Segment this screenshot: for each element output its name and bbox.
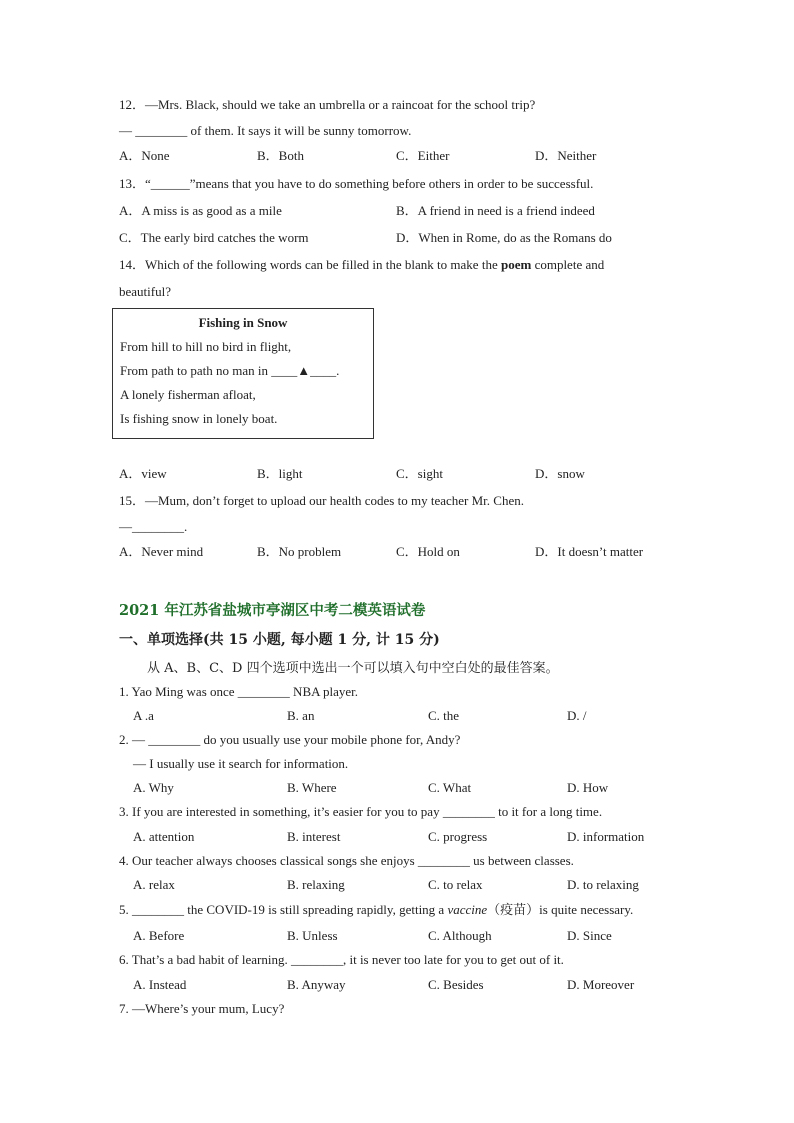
- q14-stem-line2: beautiful?: [119, 284, 171, 299]
- q13-option-b: B．A friend in need is a friend indeed: [396, 203, 595, 218]
- question-5-option-d: D. Since: [567, 928, 612, 943]
- q13-option-c: C．The early bird catches the worm: [119, 230, 309, 245]
- q15-option-b: B．No problem: [257, 544, 342, 559]
- question-2-option-a: A. Why: [133, 780, 174, 795]
- q14-stem-after: complete and: [531, 257, 605, 272]
- q12-stem: 12．—Mrs. Black, should we take an umbrella or a raincoat for the school trip?: [119, 97, 536, 112]
- question-5-option-b: B. Unless: [287, 928, 338, 943]
- question-6-stem: 6. That’s a bad habit of learning. ________, it is never too late for you to get out of it.: [119, 952, 564, 967]
- q15-reply: —________.: [119, 519, 188, 534]
- question-1-option-c: C. the: [428, 708, 460, 723]
- question-2-reply: — I usually use it search for information.: [133, 756, 349, 771]
- question-5-stem-italic: vaccine: [447, 902, 488, 917]
- question-4-stem: 4. Our teacher always chooses classical songs she enjoys ________ us between classes.: [119, 853, 574, 868]
- question-2-stem: 2. — ________ do you usually use your mobile phone for, Andy?: [119, 732, 461, 747]
- poem-title: Fishing in Snow: [198, 315, 288, 330]
- question-3-option-b: B. interest: [287, 829, 341, 844]
- poem-box: [112, 308, 374, 439]
- question-6-option-c: C. Besides: [428, 977, 484, 992]
- question-5-option-c: C. Although: [428, 928, 492, 943]
- q14-stem-before: 14．Which of the following words can be filled in the blank to make the: [119, 257, 501, 272]
- q14-stem-bold: poem: [500, 257, 532, 272]
- q12-reply: — ________ of them. It says it will be sunny tomorrow.: [119, 123, 412, 138]
- question-2-option-c: C. What: [428, 780, 472, 795]
- q13-option-d: D．When in Rome, do as the Romans do: [396, 230, 612, 245]
- q12-option-b: B．Both: [257, 148, 304, 163]
- question-1-stem: 1. Yao Ming was once ________ NBA player.: [119, 684, 359, 699]
- q15-stem: 15．—Mum, don’t forget to upload our health codes to my teacher Mr. Chen.: [119, 493, 524, 508]
- q15-option-c: C．Hold on: [396, 544, 460, 559]
- q15-option-a: A．Never mind: [119, 544, 204, 559]
- poem-line-4: Is fishing snow in lonely boat.: [120, 411, 278, 426]
- exam-title: 2021 年江苏省盐城市亭湖区中考二模英语试卷: [119, 602, 426, 619]
- question-4-option-a: A. relax: [133, 877, 175, 892]
- question-4-option-c: C. to relax: [428, 877, 483, 892]
- question-1-option-d: D. /: [567, 708, 587, 723]
- q15-option-d: D．It doesn’t matter: [535, 544, 644, 559]
- question-4-option-d: D. to relaxing: [567, 877, 639, 892]
- q13-option-a: A．A miss is as good as a mile: [119, 203, 282, 218]
- question-5-stem-after: （疫苗）is quite necessary.: [487, 902, 634, 917]
- question-5-stem-before: 5. ________ the COVID-19 is still spreading rapidly, getting a: [119, 902, 448, 917]
- q12-option-c: C．Either: [396, 148, 450, 163]
- q12-option-d: D．Neither: [535, 148, 597, 163]
- q13-stem: 13．“______”means that you have to do something before others in order to be successful.: [119, 176, 594, 191]
- question-2-option-d: D. How: [567, 780, 609, 795]
- q14-option-a: A．view: [119, 466, 167, 481]
- q14-stem: [119, 257, 604, 273]
- question-6-option-d: D. Moreover: [567, 977, 635, 992]
- question-5-option-a: A. Before: [133, 928, 185, 943]
- question-1-option-b: B. an: [287, 708, 315, 723]
- question-7-stem: 7. —Where’s your mum, Lucy?: [119, 1001, 285, 1016]
- question-4-option-b: B. relaxing: [287, 877, 345, 892]
- question-3-stem: 3. If you are interested in something, it’s easier for you to pay ________ to it for a long time.: [119, 804, 603, 819]
- section-instruction: 从 A、B、C、D 四个选项中选出一个可以填入句中空白处的最佳答案。: [147, 661, 559, 676]
- q14-option-c: C．sight: [396, 466, 443, 481]
- q12-option-a: A．None: [119, 148, 170, 163]
- question-5-stem: [119, 902, 633, 918]
- q14-option-d: D．snow: [535, 466, 585, 481]
- question-6-option-b: B. Anyway: [287, 977, 346, 992]
- question-3-option-d: D. information: [567, 829, 645, 844]
- section-heading: 一、单项选择(共 15 小题, 每小题 1 分, 计 15 分): [119, 632, 440, 648]
- question-1-option-a: A .a: [133, 708, 154, 723]
- q14-option-b: B．light: [257, 466, 303, 481]
- question-3-option-a: A. attention: [133, 829, 195, 844]
- question-6-option-a: A. Instead: [133, 977, 187, 992]
- question-2-option-b: B. Where: [287, 780, 337, 795]
- question-3-option-c: C. progress: [428, 829, 488, 844]
- poem-line-1: From hill to hill no bird in flight,: [120, 339, 292, 354]
- poem-line-3: A lonely fisherman afloat,: [120, 387, 256, 402]
- poem-line-2: From path to path no man in ____▲____.: [120, 363, 340, 378]
